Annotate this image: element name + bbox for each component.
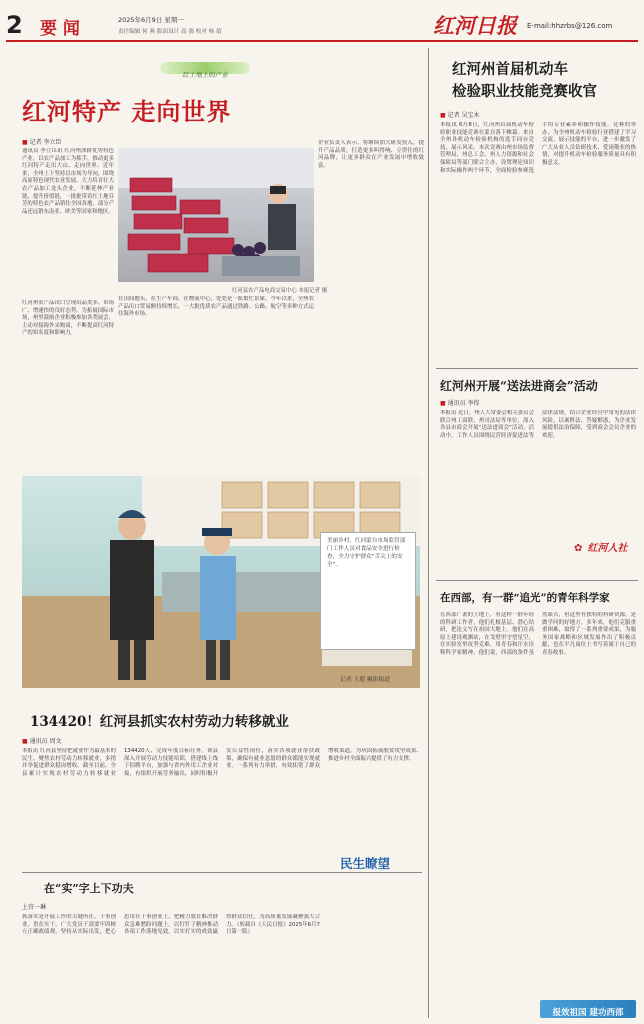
- work-headline: 在“实”字上下功夫: [44, 882, 134, 895]
- youth-headline: 在西部，有一群“追光”的青年科学家: [440, 592, 610, 604]
- bottom-banner: [540, 1000, 636, 1018]
- work-byline-text: 上官一琳: [22, 904, 47, 911]
- feature-byline: [22, 137, 62, 146]
- jobs-byline: [22, 736, 62, 745]
- jobs-body: 本报讯 红河县坚持把就业作为最基本的民生，聚焦农村劳动力转移就业，多措并举促进群众稳岗增收。截至目前，全县累计实现农村劳动力转移就业134420人，完成年度目标任务。该县深入开展劳动力技能培训，搭建线上线下招聘平台，加强与省内外用工企业对接，有组织开展劳务输出，同时积极开发公益性岗位，落实各项就业帮扶政策，确保有就业意愿的群众都能实现就业。一系列有力举措，有效拓宽了群众增收渠道，为巩固拓展脱贫攻坚成果、推进乡村全面振兴提供了有力支撑。: [22, 748, 422, 777]
- youth-body: 在西部广袤的土地上，有这样一群年轻的科研工作者，他们扎根基层、潜心钻研，把论文写在祖国大地上。他们在高原上建设观测站，在戈壁里守望星空，在实验室里攻坚克难，用青春和汗水诠释科学家精神。他们说，西部的条件虽然艰苦，但这里有独特的科研资源，是做学问的好地方。多年来，他们克服重重困难，取得了一系列重要成果，为服务国家战略和区域发展作出了积极贡献，也在平凡岗位上书写着属于自己的青春故事。: [440, 612, 636, 656]
- paper-logo: 红河日报: [433, 13, 517, 38]
- market-photo-credit: 记者 王超 摄影报道: [340, 677, 391, 683]
- hrss-logo-icon: ✿: [574, 543, 583, 554]
- feature-photo-caption: [232, 286, 327, 294]
- editors-line: 责任编辑 何 燕 版面设计 高 强 校对 杨 婧: [118, 29, 222, 35]
- issue-date: 2025年6月9日 星期一: [118, 16, 184, 24]
- feature-body-col4: 企业负责人表示，将继续加大研发投入，提升产品品质，打造更多叫得响、立得住的红河品牌，让更多群众在产业发展中增收致富。: [318, 140, 424, 169]
- delivery-byline-text: 通讯员 李煌: [447, 400, 480, 407]
- exam-headline-line2: 检验职业技能竞赛收官: [452, 83, 597, 100]
- hrss-logo: [574, 536, 627, 555]
- divider-delivery: [436, 580, 638, 581]
- grape-crates-image: [118, 148, 314, 282]
- byline-marker-icon: ■: [440, 112, 446, 119]
- delivery-headline: 红河州开展“送法进商会”活动: [440, 379, 598, 393]
- feature-body-col2: 红河州农产品出口呈现出品类多、市场广、增速快的良好态势。为拓展国际市场，州里鼓励企业积极参加各类展会，主动对接海外采购商，不断提高红河特产的知名度和影响力。: [22, 300, 114, 337]
- delivery-body: 本报讯 近日，州人大常委会相关委员会联合州工商联、州司法局等单位，深入各县市商会开展“送法进商会”活动。活动中，工作人员围绕民营经济促进法等法律法规，结合企业经营中常见的法律风险，以案释法、答疑解惑，为企业发展提供法治保障，受到商会会员企业的欢迎。: [440, 410, 636, 439]
- feature-headline: 红河特产 走向世界: [22, 97, 232, 126]
- exam-body: 本报讯 6月8日，红河州首届机动车检验职业技能竞赛在蒙自落下帷幕。来自全州各机动车检验机构的选手同台竞技，展示风采。本次竞赛由州市场监督管理局、州总工会、州人力资源和社会保障局等部门联合主办，设置理论知识和实际操作两个环节，全面检验参赛选手的专业素养和操作技能。竞赛的举办，为全州机动车检验行业搭建了学习交流、展示技能的平台，进一步激发了广大从业人员钻研技术、爱岗敬业的热情，对提升机动车检验服务质量具有积极意义。: [440, 122, 636, 174]
- column-divider-vertical: [428, 48, 429, 1018]
- column-tag: [160, 62, 250, 79]
- livelihood-logo: 民生瞭望: [340, 856, 391, 871]
- banner-text: 报效祖国 建功西部: [552, 1008, 624, 1018]
- delivery-byline: [440, 398, 480, 407]
- masthead-rule: [6, 40, 638, 42]
- feature-body-col3: 在田间地头，在生产车间，在物流中心，处处是一派繁忙景象。今年以来，全州农产品出口贸易额持续增长，一大批优质农产品通过铁路、公路、航空等多种方式运往海外市场。: [118, 296, 314, 318]
- work-body: 抓落实是开展工作的关键所在。干事创业，贵在实干。广大党员干部要牢固树立正确政绩观，坚持从实际出发，把心思用在干事创业上，把精力放在解决群众急难愁盼问题上，以钉钉子精神推动各项工作落地见效，以实打实的成效赢得群众信任，为高质量发展凝聚强大合力。（转载自《人民日报》2025年6月7日第一版）: [22, 914, 320, 936]
- byline-marker-icon: ■: [440, 400, 446, 407]
- feature-photo: [118, 148, 314, 282]
- divider-jobs: [22, 872, 422, 873]
- byline-marker-icon: ■: [22, 738, 28, 745]
- column-tag-text: 红土地上的产业: [182, 71, 228, 79]
- contact-email: E-mail:hhzrbs@126.com: [527, 22, 613, 30]
- exam-byline: [440, 110, 480, 119]
- divider-exam: [436, 368, 638, 369]
- feature-body-col1: 通讯员 李立臣讯 红河州深耕优势特色产业，以农产品加工为抓手，推动更多红河特产走出大山、走向世界。近年来，全州上下坚持以市场为导向，围绕高原特色现代农业发展，大力培育壮大农产品加工龙头企业，不断延伸产业链、提升价值链，一批批带着红土地芬芳的特色农产品销往全国各地，部分产品还远销东南亚、欧美等国家和地区。: [22, 148, 114, 215]
- page-number: 2: [6, 11, 23, 39]
- exam-headline-line1: 红河州首届机动车: [452, 61, 568, 78]
- work-byline: [22, 902, 46, 911]
- market-caption-text: 美丽乡村、红河蒙自市场监管部门工作人员对食品安全进行检查，全力守护群众“舌尖上的安全”。: [327, 538, 406, 568]
- section-label: 要 闻: [40, 19, 80, 39]
- hrss-logo-text: 红河人社: [587, 543, 628, 554]
- feature-byline-text: 记者 李立臣: [29, 139, 62, 146]
- byline-marker-icon: ■: [22, 139, 28, 146]
- jobs-headline: 134420！红河县抓实农村劳动力转移就业: [30, 714, 289, 730]
- caption-text: 红河县农产品电商交易中心: [232, 288, 297, 294]
- exam-byline-text: 记者 吴宝木: [447, 112, 480, 119]
- caption-credit: 本报记者 摄: [298, 288, 328, 294]
- jobs-byline-text: 通讯员 周文: [29, 738, 62, 745]
- market-photo-caption: [320, 532, 416, 650]
